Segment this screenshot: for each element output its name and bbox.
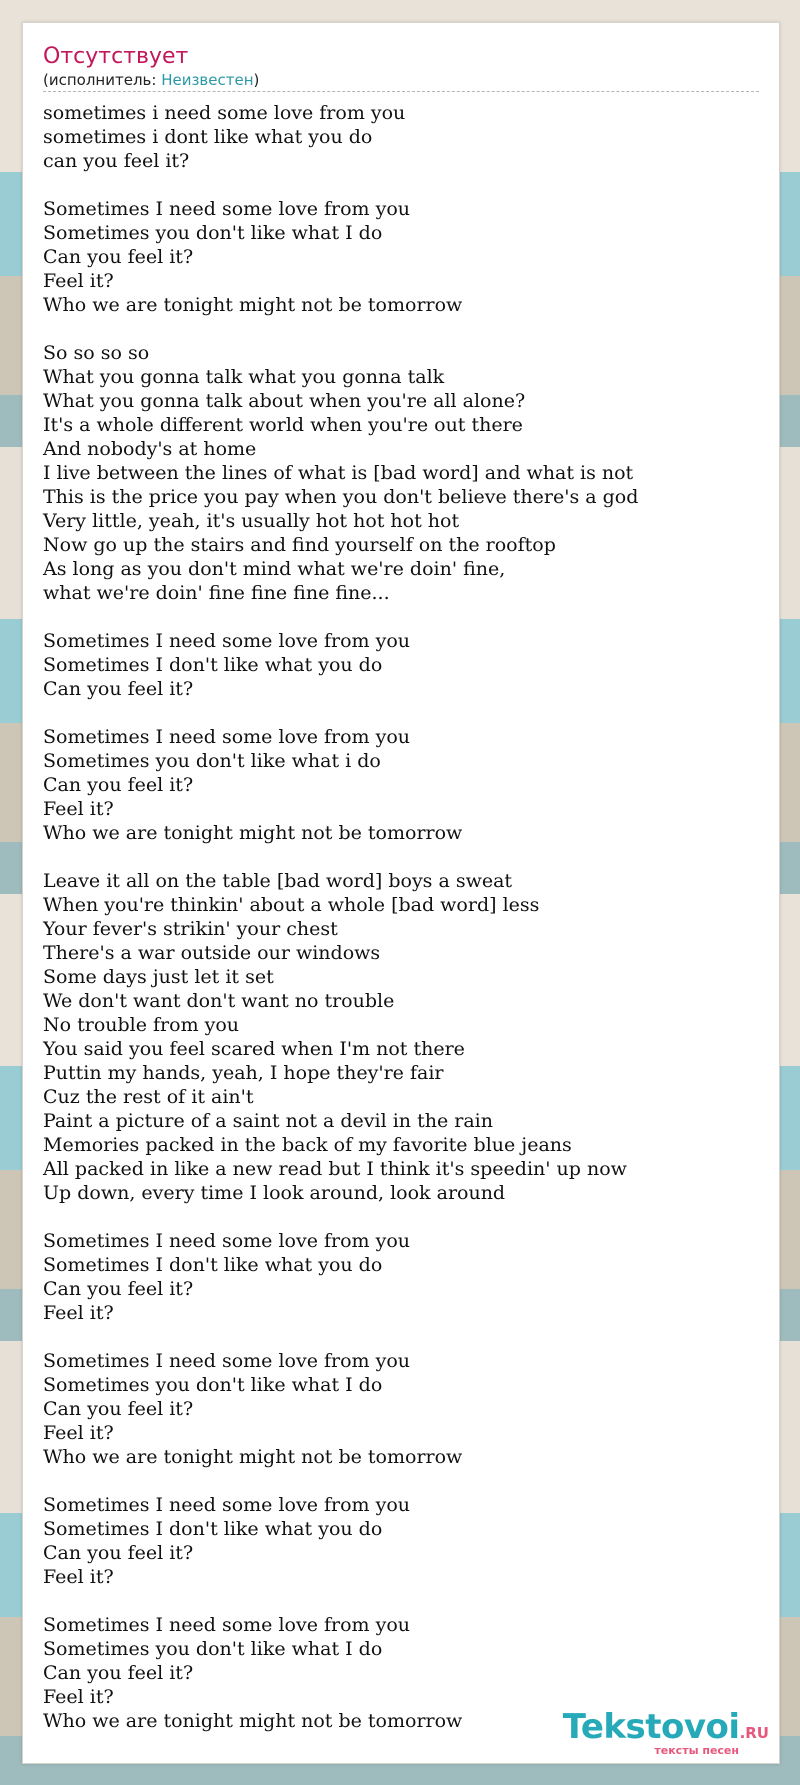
lyric-line: It's a whole different world when you're out there xyxy=(43,414,523,436)
logo-domain-suffix: .RU xyxy=(739,1724,769,1742)
lyric-line: Sometimes you don't like what I do xyxy=(43,222,383,244)
lyric-line: Can you feel it? xyxy=(43,774,194,796)
lyric-line: Sometimes I need some love from you xyxy=(43,198,410,220)
lyric-line: Feel it? xyxy=(43,1302,114,1324)
lyric-line: All packed in like a new read but I think it's speedin' up now xyxy=(43,1158,627,1180)
artist-prefix: (исполнитель: xyxy=(43,71,162,89)
lyric-line: Sometimes I don't like what you do xyxy=(43,1254,383,1276)
lyric-line: Sometimes you don't like what I do xyxy=(43,1374,383,1396)
lyric-line: Paint a picture of a saint not a devil in the rain xyxy=(43,1110,493,1132)
lyric-line: No trouble from you xyxy=(43,1014,240,1036)
lyric-line: Sometimes I need some love from you xyxy=(43,726,410,748)
lyric-line: Feel it? xyxy=(43,798,114,820)
lyric-line: Feel it? xyxy=(43,270,114,292)
lyric-line: There's a war outside our windows xyxy=(43,942,381,964)
lyric-line: Leave it all on the table [bad word] boys a sweat xyxy=(43,870,513,892)
lyrics-stanza xyxy=(43,1349,759,1469)
lyrics-stanza xyxy=(43,101,759,173)
lyric-line: This is the price you pay when you don't believe there's a god xyxy=(43,486,639,508)
lyric-line: Sometimes you don't like what i do xyxy=(43,750,381,772)
lyric-line: Can you feel it? xyxy=(43,1278,194,1300)
lyrics-stanza xyxy=(43,1229,759,1325)
lyric-line: What you gonna talk about when you're all alone? xyxy=(43,390,526,412)
lyric-line: You said you feel scared when I'm not there xyxy=(43,1038,465,1060)
lyric-line: And nobody's at home xyxy=(43,438,257,460)
lyrics-stanza xyxy=(43,725,759,845)
lyric-line: We don't want don't want no trouble xyxy=(43,990,395,1012)
lyric-line: Who we are tonight might not be tomorrow xyxy=(43,294,463,316)
lyric-line: Sometimes I need some love from you xyxy=(43,630,410,652)
lyric-line: Feel it? xyxy=(43,1686,114,1708)
lyric-line: Can you feel it? xyxy=(43,1662,194,1684)
lyric-line: Sometimes I need some love from you xyxy=(43,1350,410,1372)
lyrics-stanza xyxy=(43,1493,759,1589)
lyric-line: Memories packed in the back of my favorite blue jeans xyxy=(43,1134,572,1156)
lyric-line: Some days just let it set xyxy=(43,966,274,988)
lyrics-text xyxy=(43,101,759,1757)
lyric-line: Now go up the stairs and find yourself on the rooftop xyxy=(43,534,556,556)
lyric-line: I live between the lines of what is [bad word] and what is not xyxy=(43,462,634,484)
lyric-line: Sometimes I don't like what you do xyxy=(43,654,383,676)
lyric-line: Puttin my hands, yeah, I hope they're fair xyxy=(43,1062,444,1084)
lyric-line: What you gonna talk what you gonna talk xyxy=(43,366,445,388)
lyrics-stanza xyxy=(43,869,759,1205)
lyric-line: Up down, every time I look around, look around xyxy=(43,1182,506,1204)
site-logo[interactable] xyxy=(563,1709,769,1757)
lyric-line: Who we are tonight might not be tomorrow xyxy=(43,1446,463,1468)
lyric-line: Feel it? xyxy=(43,1422,114,1444)
lyric-line: Very little, yeah, it's usually hot hot hot hot xyxy=(43,510,460,532)
lyric-line: As long as you don't mind what we're doin' fine, xyxy=(43,558,506,580)
lyrics-stanza xyxy=(43,197,759,317)
lyric-line: Can you feel it? xyxy=(43,1542,194,1564)
song-title: Отсутствует xyxy=(43,44,189,69)
lyric-line: Sometimes you don't like what I do xyxy=(43,1638,383,1660)
lyric-line: sometimes i need some love from you xyxy=(43,102,406,124)
lyric-line: Who we are tonight might not be tomorrow xyxy=(43,1710,463,1732)
lyric-line: Sometimes I need some love from you xyxy=(43,1494,410,1516)
lyrics-stanza xyxy=(43,629,759,701)
logo-main-text: Tekstovoi xyxy=(562,1707,740,1747)
lyric-line: Who we are tonight might not be tomorrow xyxy=(43,822,463,844)
lyric-line: Your fever's strikin' your chest xyxy=(43,918,338,940)
lyric-line: Sometimes I need some love from you xyxy=(43,1614,410,1636)
lyric-line: Can you feel it? xyxy=(43,678,194,700)
artist-link[interactable]: Неизвестен xyxy=(161,71,254,89)
artist-line xyxy=(43,71,759,92)
artist-suffix: ) xyxy=(253,71,260,89)
lyric-line: can you feel it? xyxy=(43,150,190,172)
lyric-line: Sometimes I need some love from you xyxy=(43,1230,410,1252)
lyric-line: Cuz the rest of it ain't xyxy=(43,1086,254,1108)
lyric-line: Can you feel it? xyxy=(43,246,194,268)
logo-tagline: тексты песен xyxy=(654,1744,739,1757)
lyrics-page xyxy=(22,22,780,1764)
lyric-line: what we're doin' fine fine fine fine... xyxy=(43,582,390,604)
lyric-line: So so so so xyxy=(43,342,150,364)
lyric-line: Feel it? xyxy=(43,1566,114,1588)
lyric-line: Sometimes I don't like what you do xyxy=(43,1518,383,1540)
lyric-line: sometimes i dont like what you do xyxy=(43,126,373,148)
lyric-line: Can you feel it? xyxy=(43,1398,194,1420)
lyric-line: When you're thinkin' about a whole [bad word] less xyxy=(43,894,540,916)
lyrics-stanza xyxy=(43,341,759,605)
